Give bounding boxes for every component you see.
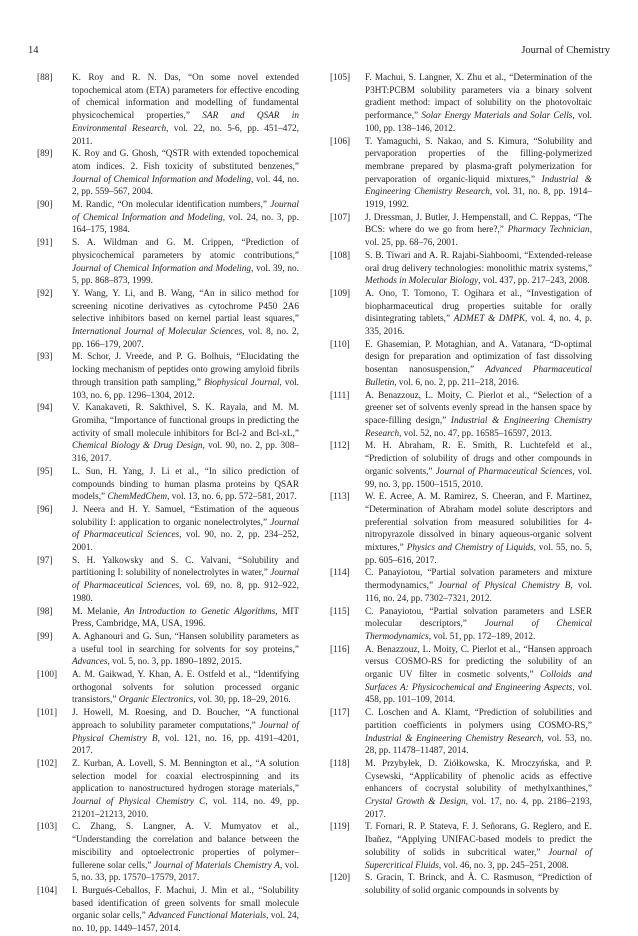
reference-details: , vol. 13, no. 6, pp. 572–581, 2017. xyxy=(167,492,297,503)
reference-text xyxy=(365,644,592,708)
reference-entry xyxy=(330,72,592,136)
reference-details: , vol. 5, no. 33, pp. 17570–17579, 2017. xyxy=(72,860,299,884)
reference-entry xyxy=(330,390,592,441)
reference-authors-title: V. Kanakaveti, R. Sakthivel, S. K. Rayala, and M. M. Gromiha, “Importance of functional groups in predicting the activity of small molecule inhibitors for Bcl-2 and Bcl-xL,” xyxy=(72,403,299,439)
reference-number: [108] xyxy=(330,250,351,261)
reference-authors-title: K. Roy and G. Ghosh, “QSTR with extended topochemical atom indices. 2. Fish toxicity of substituted benzenes,” xyxy=(72,149,299,172)
reference-entry xyxy=(37,504,299,555)
reference-authors-title: M. Melanie, xyxy=(72,606,125,617)
reference-authors-title: K. Roy and R. N. Das, “On some novel extended topochemical atom (ETA) parameters for effective encoding of chemical information and modelling of fundamental physicochemical properties,” xyxy=(72,73,299,122)
reference-entry xyxy=(330,440,592,491)
reference-venue: Industrial & Engineering Chemistry Research xyxy=(365,733,542,744)
reference-entry xyxy=(37,707,299,758)
reference-venue: Industrial & Engineering Chemistry Research xyxy=(365,415,592,439)
reference-entry xyxy=(37,237,299,288)
reference-number: [88] xyxy=(37,73,53,83)
reference-text xyxy=(365,212,592,250)
reference-authors-title: S. Gracin, T. Brinck, and Å. C. Rasmuson, “Prediction of solubility of solid organic compounds in solvents by xyxy=(365,873,592,896)
reference-text xyxy=(365,872,592,897)
reference-text xyxy=(72,199,299,237)
reference-entry xyxy=(37,351,299,402)
reference-entry xyxy=(330,136,592,212)
reference-entry xyxy=(330,339,592,390)
reference-number: [111] xyxy=(330,390,350,401)
reference-entry xyxy=(37,631,299,669)
reference-number: [116] xyxy=(330,644,350,655)
reference-text xyxy=(72,466,299,504)
reference-venue: Advanced Functional Materials xyxy=(148,911,267,922)
reference-text xyxy=(72,631,299,669)
reference-authors-title: A. Ono, T. Tomono, T. Ogihara et al., “Investigation of biopharmaceutical drug properties suitable for orally disintegrating tablets,” xyxy=(365,288,592,325)
reference-authors-title: A. Aghanouri and G. Sun, “Hansen solubility parameters as a useful tool in searching for solvents for soy proteins,” xyxy=(72,631,299,655)
reference-text xyxy=(72,669,299,707)
reference-authors-title: M. H. Abraham, R. E. Smith, R. Luchtefeld et al., “Prediction of solubility of drugs and other compounds in organic solvents,” xyxy=(365,441,592,477)
reference-number: [100] xyxy=(37,670,58,681)
reference-details: , vol. 458, pp. 101–109, 2014. xyxy=(365,682,592,706)
reference-entry xyxy=(330,491,592,567)
reference-number: [112] xyxy=(330,441,350,452)
reference-number: [101] xyxy=(37,708,58,719)
reference-details: , vol. 52, no. 47, pp. 16585–16597, 2013. xyxy=(399,428,552,439)
page-header xyxy=(28,44,610,58)
reference-details: , vol. 99, no. 3, pp. 1500–1515, 2010. xyxy=(365,466,592,490)
reference-entry xyxy=(37,199,299,237)
reference-text xyxy=(365,288,592,339)
reference-venue: Journal of Supercritical Fluids xyxy=(365,847,592,871)
reference-entry xyxy=(37,758,299,822)
reference-details: , vol. 30, pp. 18–29, 2016. xyxy=(193,695,291,706)
reference-authors-title: T. Yamaguchi, S. Nakao, and S. Kimura, “Solubility and pervaporation properties of the filling-polymerized membrane prepared by plasma-graft polymerization for pervaporation of organic-liquid mixtures,” xyxy=(365,136,592,185)
reference-details: , vol. 31, no. 8, pp. 1914–1919, 1992. xyxy=(365,187,592,211)
reference-entry xyxy=(330,872,592,897)
reference-number: [110] xyxy=(330,339,350,350)
reference-number: [119] xyxy=(330,822,350,833)
reference-details: , vol. 437, pp. 217–243, 2008. xyxy=(478,276,590,287)
reference-venue: Chemical Biology & Drug Design xyxy=(72,441,203,452)
reference-text xyxy=(365,250,592,288)
reference-authors-title: T. Fornari, R. P. Stateva, F. J. Señorans, G. Reglero, and E. Ibañez, “Applying UNIFAC-based models to predict the solubility of solids in subcritical water,” xyxy=(365,822,592,858)
reference-details: , vol. 5, no. 3, pp. 1890–1892, 2015. xyxy=(107,657,242,668)
reference-details: , MIT Press, Cambridge, MA, USA, 1996. xyxy=(72,606,299,630)
reference-venue: Journal of Physical Chemistry B xyxy=(72,720,299,744)
reference-entry xyxy=(330,212,592,250)
reference-authors-title: J. Howell, M. Roesing, and D. Boucher, “A functional approach to solubility parameter computations,” xyxy=(72,708,299,731)
reference-authors-title: W. E. Acree, A. M. Ramirez, S. Cheeran, and F. Martinez, “Determination of Abraham model solute descriptors and preferential solvation from measured solubilities for 4-nitropyrazole dissolved in binary aqueous-organic solvent mixtures,” xyxy=(365,492,592,554)
reference-authors-title: A. Benazzouz, L. Moity, C. Pierlot et al., “Selection of a greener set of solvents evenly spread in the hansen space by space-filling design,” xyxy=(365,390,592,426)
reference-venue: Journal of Pharmaceutical Sciences xyxy=(72,568,299,592)
references-left-column xyxy=(37,72,299,936)
reference-text xyxy=(365,821,592,872)
reference-entry xyxy=(37,555,299,606)
reference-details: , vol. 39, no. 5, pp. 868–873, 1999. xyxy=(72,263,299,287)
reference-authors-title: J. Neera and H. Y. Samuel, “Estimation of the aqueous solubility I: application to organic nonelectrolytes,” xyxy=(72,504,299,528)
reference-text xyxy=(72,288,299,352)
reference-text xyxy=(72,885,299,936)
reference-venue: ChemMedChem xyxy=(107,492,168,503)
reference-venue: Organic Electronics xyxy=(118,695,194,706)
reference-text xyxy=(72,504,299,555)
reference-details: , vol. 24, no. 3, pp. 164–175, 1984. xyxy=(72,212,299,236)
reference-venue: Journal of Physical Chemistry B xyxy=(438,581,571,592)
reference-entry xyxy=(330,250,592,288)
reference-details: , vol. 25, pp. 68–76, 2001. xyxy=(365,225,592,249)
reference-details: , vol. 103, no. 6, pp. 1296–1304, 2012. xyxy=(72,377,299,401)
reference-venue: Colloids and Surfaces A: Physicochemical and Engineering Aspects xyxy=(365,670,592,693)
reference-number: [91] xyxy=(37,238,53,249)
reference-venue: Physics and Chemistry of Liquids xyxy=(406,543,534,554)
reference-text xyxy=(72,821,299,885)
reference-venue: SAR and QSAR in Environmental Research xyxy=(72,111,299,134)
reference-entry xyxy=(330,288,592,339)
reference-entry xyxy=(37,821,299,885)
reference-details: , vol. 6, no. 2, pp. 211–218, 2016. xyxy=(394,377,520,388)
reference-entry xyxy=(37,606,299,631)
reference-number: [93] xyxy=(37,352,53,363)
reference-number: [98] xyxy=(37,606,53,617)
reference-entry xyxy=(330,606,592,644)
reference-authors-title: I. Burgués-Ceballos, F. Machui, J. Min et al., “Solubility based identification of green solvents for small molecule organic solar cells,” xyxy=(72,886,299,922)
reference-text xyxy=(72,351,299,402)
reference-authors-title: E. Ghasemian, P. Motaghian, and A. Vatanara, “D-optimal design for preparation and optimization of fast dissolving bosentan nanosuspension,” xyxy=(365,339,592,376)
reference-text xyxy=(72,402,299,466)
reference-number: [103] xyxy=(37,822,58,833)
reference-authors-title: A. M. Gaikwad, Y. Khan, A. E. Ostfeld et al., “Identifying orthogonal solvents for solution processed organic transistors,” xyxy=(72,670,299,706)
reference-number: [117] xyxy=(330,708,350,719)
reference-entry xyxy=(37,885,299,936)
reference-details: , vol. 121, no. 16, pp. 4191–4201, 2017. xyxy=(72,733,299,757)
reference-number: [109] xyxy=(330,288,351,299)
reference-number: [94] xyxy=(37,403,53,414)
reference-details: , vol. 55, no. 5, pp. 605–616, 2017. xyxy=(365,543,592,566)
reference-venue: Biophysical Journal xyxy=(204,377,280,388)
reference-authors-title: M. Schor, J. Vreede, and P. G. Bolhuis, “Elucidating the locking mechanism of peptides onto growing amyloid fibrils through transition path sampling,” xyxy=(72,352,299,388)
reference-entry xyxy=(330,644,592,708)
reference-number: [107] xyxy=(330,212,351,223)
reference-authors-title: C. Panayiotou, “Partial solvation parameters and LSER molecular descriptors,” xyxy=(365,606,592,630)
reference-number: [120] xyxy=(330,873,351,884)
reference-text xyxy=(365,758,592,822)
reference-entry xyxy=(330,821,592,872)
reference-entry xyxy=(37,148,299,199)
reference-number: [96] xyxy=(37,504,53,515)
reference-venue: Crystal Growth & Design xyxy=(365,797,466,808)
reference-details: , vol. 22, no. 5-6, pp. 451–472, 2011. xyxy=(72,123,299,147)
reference-details: , vol. 51, pp. 172–189, 2012. xyxy=(428,631,536,642)
reference-details: , vol. 100, pp. 138–146, 2012. xyxy=(365,111,592,134)
reference-details: , vol. 90, no. 2, pp. 308–316, 2017. xyxy=(72,441,299,465)
reference-authors-title: L. Sun, H. Yang, J. Li et al., “In silico prediction of compounds binding to human plasma proteins by QSAR models,” xyxy=(72,466,299,503)
reference-entry xyxy=(330,707,592,758)
reference-text xyxy=(72,237,299,288)
reference-details: , vol. 17, no. 4, pp. 2186–2193, 2017. xyxy=(365,797,592,820)
reference-entry xyxy=(37,466,299,504)
reference-number: [92] xyxy=(37,288,53,299)
journal-name: Journal of Chemistry xyxy=(521,45,610,56)
reference-details: , vol. 116, no. 24, pp. 7302–7321, 2012. xyxy=(365,581,592,604)
reference-text xyxy=(365,339,592,390)
reference-details: , vol. 44, no. 2, pp. 559–567, 2004. xyxy=(72,174,299,198)
reference-details: , vol. 69, no. 8, pp. 912–922, 1980. xyxy=(72,581,299,604)
reference-venue: Journal of Chemical Information and Modeling xyxy=(72,174,251,185)
reference-details: , vol. 114, no. 49, pp. 21201–21213, 2010. xyxy=(72,797,299,820)
reference-authors-title: J. Dressman, J. Butler, J. Hempenstall, and C. Reppas, “The BCS: where do we go from here?,” xyxy=(365,212,592,236)
reference-venue: Methods in Molecular Biology xyxy=(365,276,479,287)
reference-number: [99] xyxy=(37,631,53,642)
reference-venue: Advanced Pharmaceutical Bulletin xyxy=(365,365,592,388)
reference-number: [95] xyxy=(37,466,53,477)
reference-authors-title: A. Benazzouz, L. Moity, C. Pierlot et al., “Hansen approach versus COSMO-RS for predicting the solubility of an organic UV filter in cosmetic solvents,” xyxy=(365,644,592,681)
references-right-column xyxy=(330,72,592,898)
reference-venue: Journal of Physical Chemistry C xyxy=(72,797,206,808)
reference-details: , vol. 46, no. 3, pp. 245–251, 2008. xyxy=(438,860,569,871)
reference-text xyxy=(365,72,592,136)
reference-venue: Advances xyxy=(72,657,108,668)
reference-venue: Industrial & Engineering Chemistry Research xyxy=(365,174,592,198)
reference-text xyxy=(365,567,592,605)
reference-number: [89] xyxy=(37,149,53,160)
reference-venue: Pharmacy Technician xyxy=(507,225,590,236)
reference-venue: Journal of Materials Chemistry A xyxy=(154,860,280,871)
reference-number: [115] xyxy=(330,606,350,617)
reference-number: [114] xyxy=(330,568,350,579)
reference-entry xyxy=(330,758,592,822)
reference-venue: Journal of Chemical Thermodynamics xyxy=(365,619,592,642)
reference-authors-title: C. Loschen and A. Klamt, “Prediction of solubilities and partition coefficients in polymers using COSMO-RS,” xyxy=(365,708,592,731)
reference-entry xyxy=(37,288,299,352)
reference-venue: An Introduction to Genetic Algorithms xyxy=(124,606,276,617)
reference-entry xyxy=(37,72,299,148)
reference-number: [90] xyxy=(37,200,53,211)
reference-text xyxy=(365,440,592,491)
reference-authors-title: S. A. Wildman and G. M. Crippen, “Prediction of physicochemical parameters by atomic contributions,” xyxy=(72,238,299,261)
reference-text xyxy=(72,707,299,758)
reference-authors-title: S. B. Tiwari and A. R. Rajabi-Siahboomi, “Extended-release oral drug delivery technologies: monolithic matrix systems,” xyxy=(365,250,592,274)
page-number: 14 xyxy=(28,45,39,56)
reference-text xyxy=(72,606,299,631)
reference-number: [106] xyxy=(330,136,351,147)
reference-venue: ADMET & DMPK xyxy=(453,314,526,325)
reference-details: , vol. 53, no. 28, pp. 11478–11487, 2014. xyxy=(365,733,593,757)
reference-text xyxy=(72,72,299,148)
reference-text xyxy=(365,136,592,212)
reference-text xyxy=(365,707,592,758)
reference-venue: Journal of Pharmaceutical Sciences xyxy=(435,466,573,477)
reference-authors-title: M. Randic, “On molecular identification numbers,” xyxy=(72,200,271,211)
reference-details: , vol. 8, no. 2, pp. 166–179, 2007. xyxy=(72,327,299,350)
reference-details: , vol. 4, no. 4, p. 335, 2016. xyxy=(365,314,592,338)
reference-text xyxy=(72,555,299,606)
reference-venue: Journal of Chemical Information and Modeling xyxy=(72,263,251,274)
reference-authors-title: Z. Kurban, A. Lovell, S. M. Bennington et al., “A solution selection model for coaxial electrospinning and its application to nanostructured hydrogen storage materials,” xyxy=(72,758,299,795)
reference-number: [102] xyxy=(37,758,58,769)
reference-number: [118] xyxy=(330,758,350,769)
reference-number: [97] xyxy=(37,555,53,566)
reference-venue: Solar Energy Materials and Solar Cells xyxy=(421,111,573,122)
reference-authors-title: C. Panayiotou, “Partial solvation parameters and mixture thermodynamics,” xyxy=(365,568,592,592)
reference-details: , vol. 24, no. 10, pp. 1449–1457, 2014. xyxy=(72,911,299,935)
reference-text xyxy=(365,390,592,441)
reference-authors-title: S. H. Yalkowsky and S. C. Valvani, “Solubility and partitioning I: solubility of nonelectrolytes in water,” xyxy=(72,555,299,579)
reference-venue: International Journal of Molecular Sciences xyxy=(72,327,243,338)
reference-venue: Journal of Pharmaceutical Sciences xyxy=(72,517,299,541)
reference-entry xyxy=(37,402,299,466)
reference-text xyxy=(72,148,299,199)
reference-number: [113] xyxy=(330,492,350,503)
reference-number: [105] xyxy=(330,73,351,83)
reference-entry xyxy=(37,669,299,707)
reference-details: , vol. 90, no. 2, pp. 234–252, 2001. xyxy=(72,530,299,554)
reference-text xyxy=(72,758,299,822)
reference-authors-title: Y. Wang, Y. Li, and B. Wang, “An in silico method for screening nicotine derivatives as cytochrome P450 2A6 selective inhibitors based on kernel partial least squares,” xyxy=(72,288,299,325)
reference-authors-title: F. Machui, S. Langner, X. Zhu et al., “Determination of the P3HT:PCBM solubility parameters via a binary solvent gradient method: impact of solubility on the photovoltaic performance,” xyxy=(365,73,592,122)
reference-text xyxy=(365,491,592,567)
reference-venue: Journal of Chemical Information and Modeling xyxy=(72,200,299,223)
reference-entry xyxy=(330,567,592,605)
reference-number: [104] xyxy=(37,886,58,896)
reference-text xyxy=(365,606,592,644)
reference-authors-title: C. Zhang, S. Langner, A. V. Mumyatov et al., “Understanding the correlation and balance between the miscibility and optoelectronic properties of polymer–fullerene solar cells,” xyxy=(72,822,299,871)
reference-authors-title: M. Przybyłek, D. Ziółkowska, K. Mroczyńska, and P. Cysewski, “Applicability of phenolic acids as effective enhancers of cocrystal solubility of methylxanthines,” xyxy=(365,758,592,795)
